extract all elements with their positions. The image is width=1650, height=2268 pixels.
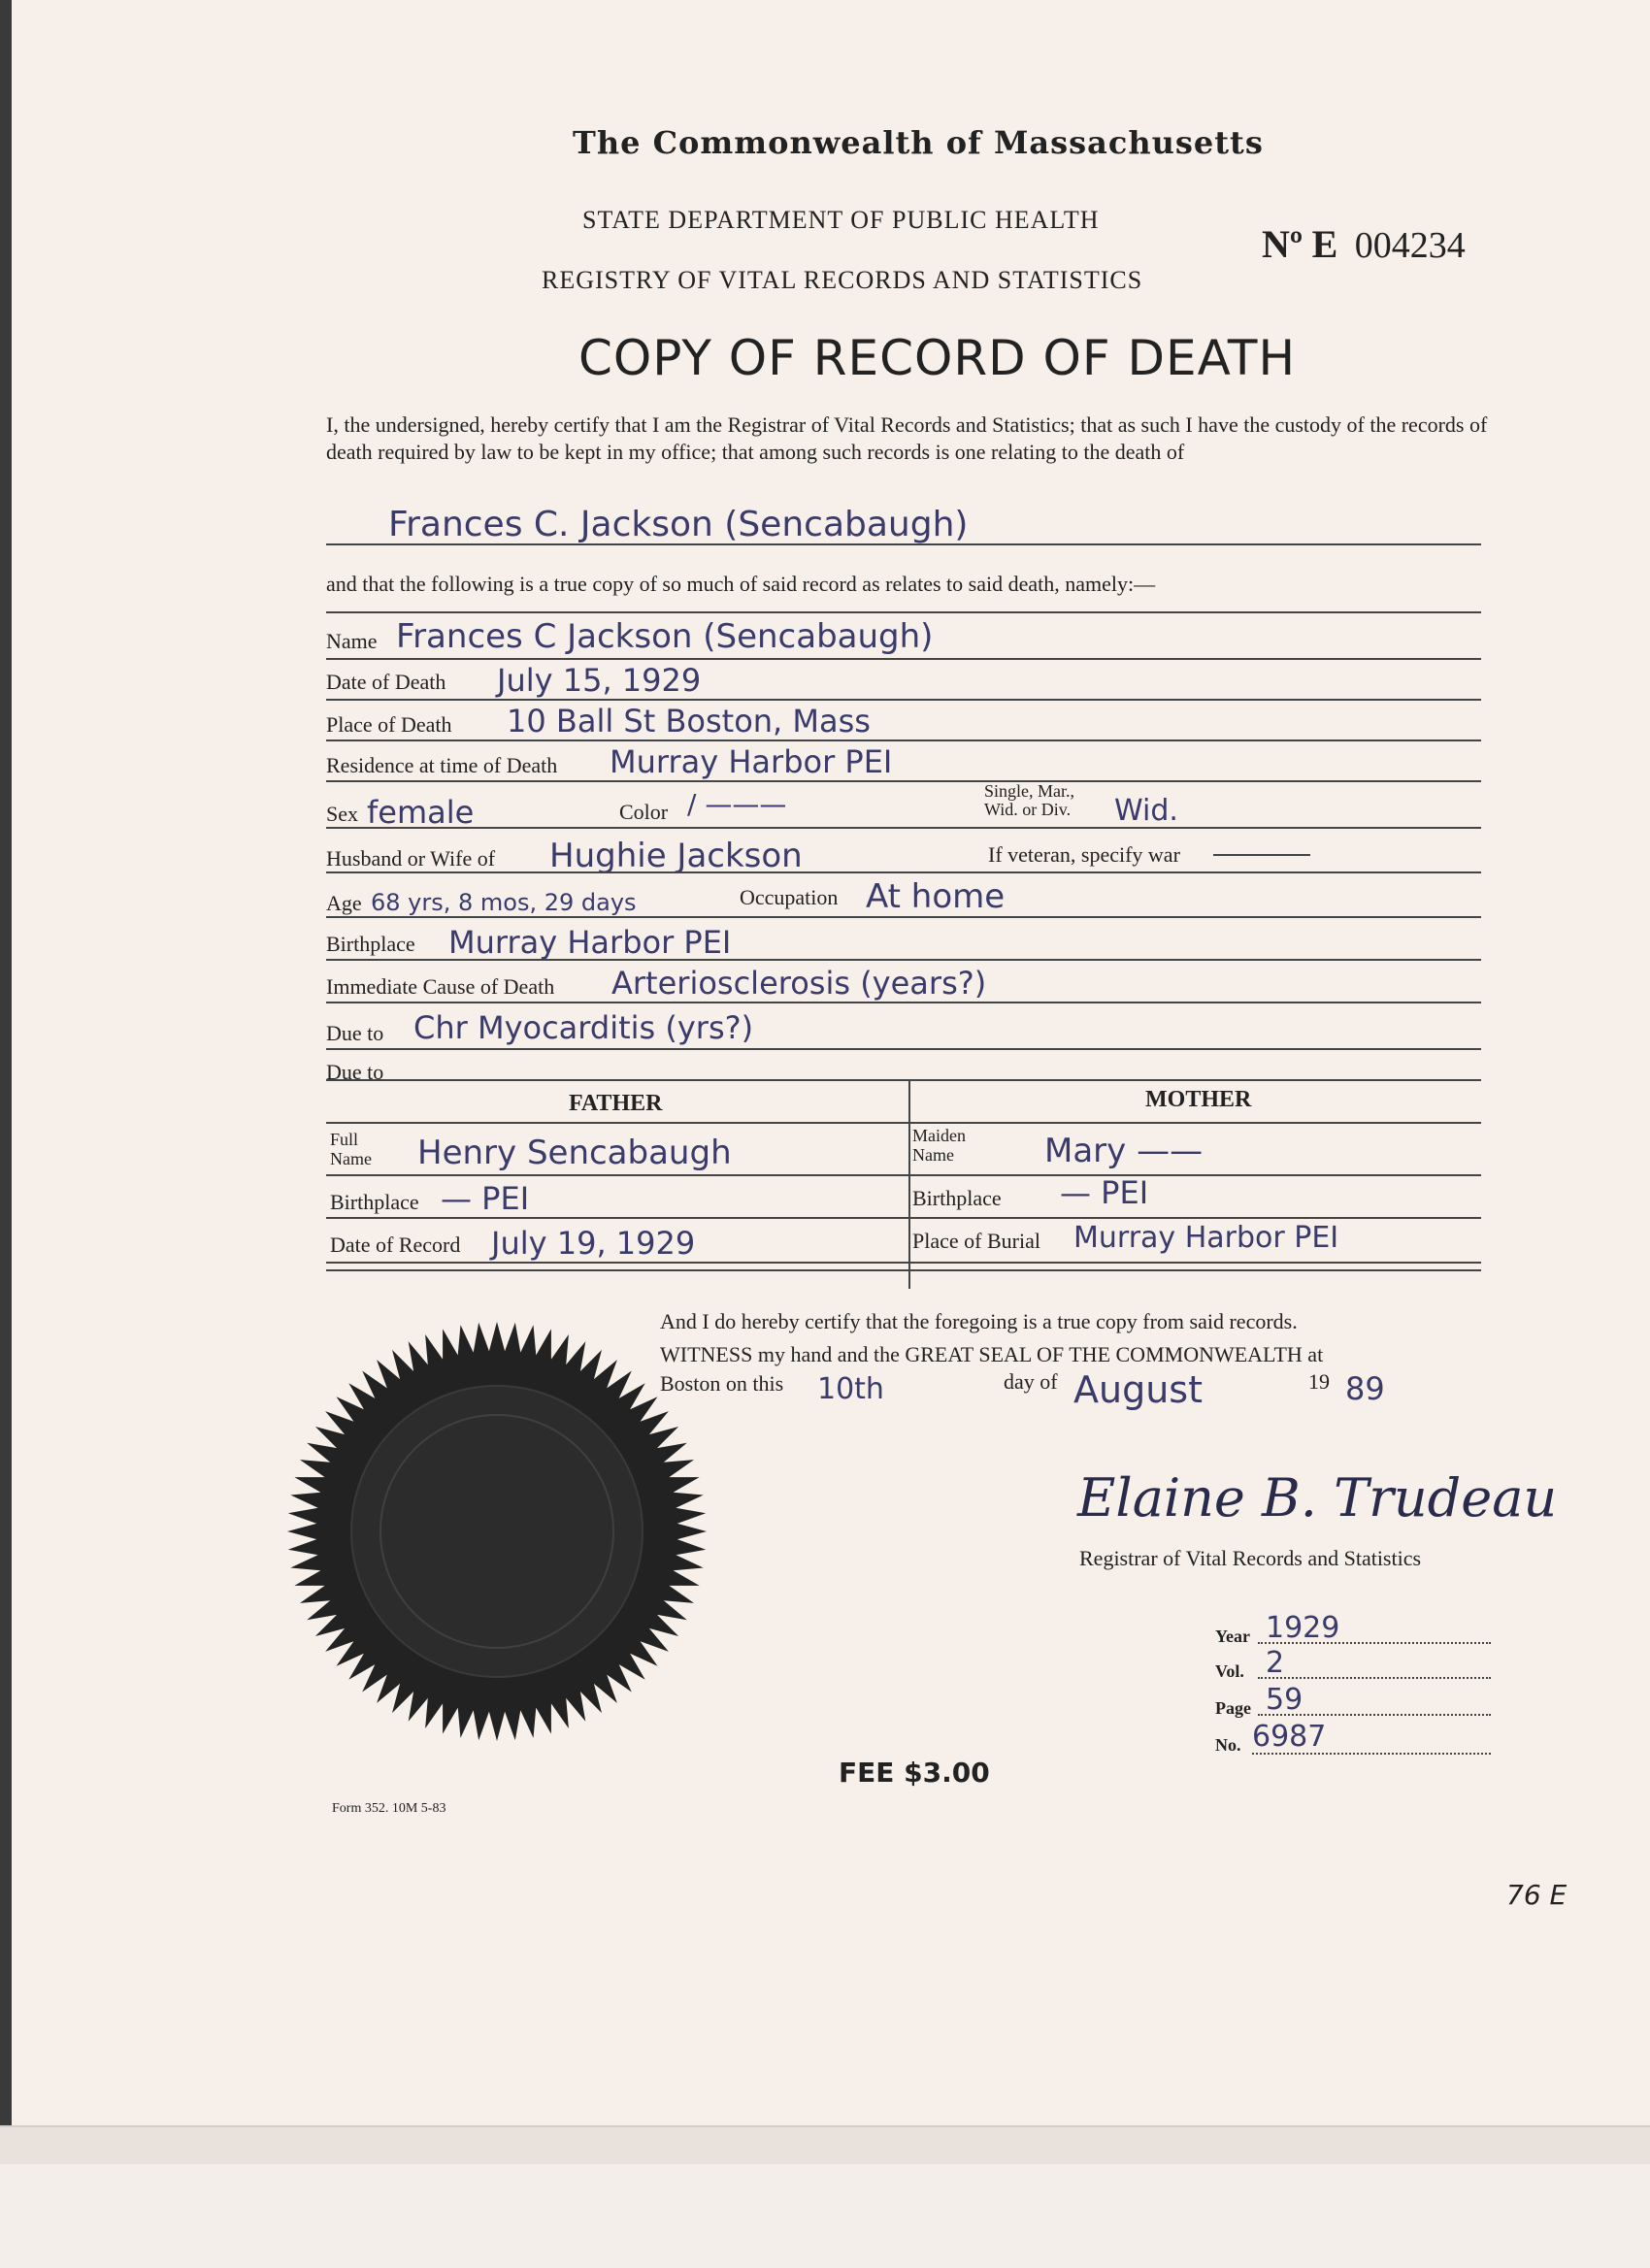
burial-label: Place of Burial xyxy=(912,1229,1040,1253)
immediate-cause-value: Arteriosclerosis (years?) xyxy=(611,965,987,1002)
great-seal xyxy=(283,1318,710,1745)
scan-edge xyxy=(0,0,12,2268)
mother-maiden-label-2: Name xyxy=(912,1145,954,1165)
rule xyxy=(326,1262,1481,1264)
rule xyxy=(326,780,1481,782)
rule xyxy=(326,1002,1481,1003)
dotted-rule xyxy=(1258,1677,1491,1679)
father-full-label-2: Name xyxy=(330,1149,372,1168)
sex-value: female xyxy=(367,794,475,831)
margin-note: 76 E xyxy=(1506,1879,1568,1911)
place-of-death-value: 10 Ball St Boston, Mass xyxy=(507,703,871,740)
veteran-label: If veteran, specify war xyxy=(988,842,1180,867)
page-bottom xyxy=(0,2164,1650,2268)
cert-letter: E xyxy=(1311,222,1338,266)
mother-maiden-name-label xyxy=(912,1126,966,1165)
form-id: Form 352. 10M 5-83 xyxy=(332,1801,446,1816)
seal-center xyxy=(351,1386,643,1677)
dotted-rule xyxy=(1258,1642,1491,1644)
record-year-label: Year xyxy=(1215,1627,1250,1646)
year-prefix: 19 xyxy=(1308,1369,1330,1394)
rule xyxy=(326,871,1481,873)
certify-line: And I do hereby certify that the foregoing is a true copy from said records. xyxy=(660,1309,1298,1333)
fee-label: FEE $3.00 xyxy=(839,1757,990,1789)
name-label: Name xyxy=(326,629,378,653)
page-fold xyxy=(0,2125,1650,2166)
registrar-title: Registrar of Vital Records and Statistics xyxy=(1079,1546,1422,1570)
father-full-label-1: Full xyxy=(330,1130,359,1149)
age-value: 68 yrs, 8 mos, 29 days xyxy=(371,889,637,916)
date-of-death-label: Date of Death xyxy=(326,670,446,694)
deceased-name-line xyxy=(326,543,1481,545)
sex-label: Sex xyxy=(326,802,358,826)
birthplace-label: Birthplace xyxy=(326,932,415,956)
commonwealth-heading: The Commonwealth of Massachusetts xyxy=(573,124,1264,161)
marital-label xyxy=(984,782,1074,819)
residence-value: Murray Harbor PEI xyxy=(610,743,893,780)
birthplace-value: Murray Harbor PEI xyxy=(448,924,732,961)
witness-line: WITNESS my hand and the GREAT SEAL OF THE COMMONWEALTH at xyxy=(660,1342,1324,1366)
name-value: Frances C Jackson (Sencabaugh) xyxy=(396,617,934,656)
occupation-value: At home xyxy=(866,877,1006,916)
parents-divider xyxy=(908,1079,910,1289)
rule xyxy=(326,1079,1481,1081)
age-label: Age xyxy=(326,891,362,915)
intro-paragraph: I, the undersigned, hereby certify that I am the Registrar of Vital Records and Statistics; that as such I have the custody of the records of death required by law to be kept in my office; that among such records is one relating to the death of xyxy=(326,412,1488,464)
rule xyxy=(326,611,1481,613)
record-page-label: Page xyxy=(1215,1698,1251,1718)
color-label: Color xyxy=(619,800,669,824)
month-value: August xyxy=(1073,1368,1203,1411)
due-to-value: Chr Myocarditis (yrs?) xyxy=(413,1009,754,1046)
dotted-rule xyxy=(1252,1753,1491,1755)
rule xyxy=(326,658,1481,660)
mother-birthplace-label: Birthplace xyxy=(912,1186,1002,1210)
spouse-value: Hughie Jackson xyxy=(549,837,803,875)
document-title: COPY OF RECORD OF DEATH xyxy=(578,330,1297,386)
rule xyxy=(326,1217,1481,1219)
father-heading: FATHER xyxy=(569,1091,663,1116)
rule xyxy=(326,827,1481,829)
rule xyxy=(326,1122,1481,1124)
record-vol-label: Vol. xyxy=(1215,1661,1244,1681)
burial-value: Murray Harbor PEI xyxy=(1073,1221,1339,1255)
rule xyxy=(326,740,1481,741)
mother-name-value: Mary —— xyxy=(1044,1132,1204,1170)
rule xyxy=(326,916,1481,918)
record-year-value: 1929 xyxy=(1266,1611,1340,1645)
rule xyxy=(326,699,1481,701)
immediate-cause-label: Immediate Cause of Death xyxy=(326,974,555,999)
boston-label: Boston on this xyxy=(660,1371,784,1396)
rule xyxy=(326,959,1481,961)
record-date-label: Date of Record xyxy=(330,1233,461,1257)
veteran-dash xyxy=(1213,854,1310,856)
year-suffix: 89 xyxy=(1345,1370,1385,1407)
residence-label: Residence at time of Death xyxy=(326,753,558,777)
record-date-value: July 19, 1929 xyxy=(491,1225,696,1262)
day-value: 10th xyxy=(817,1372,884,1406)
due-to-2-label: Due to xyxy=(326,1060,384,1084)
marital-label-line1: Single, Mar., xyxy=(984,781,1074,801)
cert-number-value: 004234 xyxy=(1354,225,1466,266)
place-of-death-label: Place of Death xyxy=(326,712,452,737)
following-statement: and that the following is a true copy of so much of said record as relates to said death, namely:— xyxy=(326,572,1156,596)
rule xyxy=(326,1269,1481,1271)
color-value: / ——— xyxy=(687,788,787,820)
father-birthplace-value: — PEI xyxy=(441,1180,530,1217)
registry-heading: REGISTRY OF VITAL RECORDS AND STATISTICS xyxy=(542,266,1143,294)
rule xyxy=(326,1048,1481,1050)
deceased-name-handwritten: Frances C. Jackson (Sencabaugh) xyxy=(388,505,969,544)
spouse-label: Husband or Wife of xyxy=(326,846,496,871)
father-full-name-label xyxy=(330,1130,372,1168)
record-vol-value: 2 xyxy=(1266,1646,1285,1680)
mother-maiden-label-1: Maiden xyxy=(912,1126,966,1145)
registrar-signature: Elaine B. Trudeau xyxy=(1077,1467,1558,1528)
date-of-death-value: July 15, 1929 xyxy=(497,662,702,699)
dotted-rule xyxy=(1258,1714,1491,1716)
father-birthplace-label: Birthplace xyxy=(330,1190,419,1214)
due-to-label: Due to xyxy=(326,1021,384,1045)
cert-prefix: Nº xyxy=(1262,222,1304,266)
marital-value: Wid. xyxy=(1114,794,1178,828)
occupation-label: Occupation xyxy=(740,885,839,909)
father-name-value: Henry Sencabaugh xyxy=(417,1134,732,1172)
record-no-label: No. xyxy=(1215,1735,1241,1755)
day-of-label: day of xyxy=(1004,1369,1058,1394)
rule xyxy=(326,1174,1481,1176)
certificate-number xyxy=(1262,221,1466,267)
record-page-value: 59 xyxy=(1266,1683,1304,1717)
mother-heading: MOTHER xyxy=(1145,1087,1252,1112)
mother-birthplace-value: — PEI xyxy=(1060,1174,1149,1211)
record-no-value: 6987 xyxy=(1252,1720,1327,1754)
marital-label-line2: Wid. or Div. xyxy=(984,800,1072,819)
department-heading: STATE DEPARTMENT OF PUBLIC HEALTH xyxy=(582,206,1100,234)
